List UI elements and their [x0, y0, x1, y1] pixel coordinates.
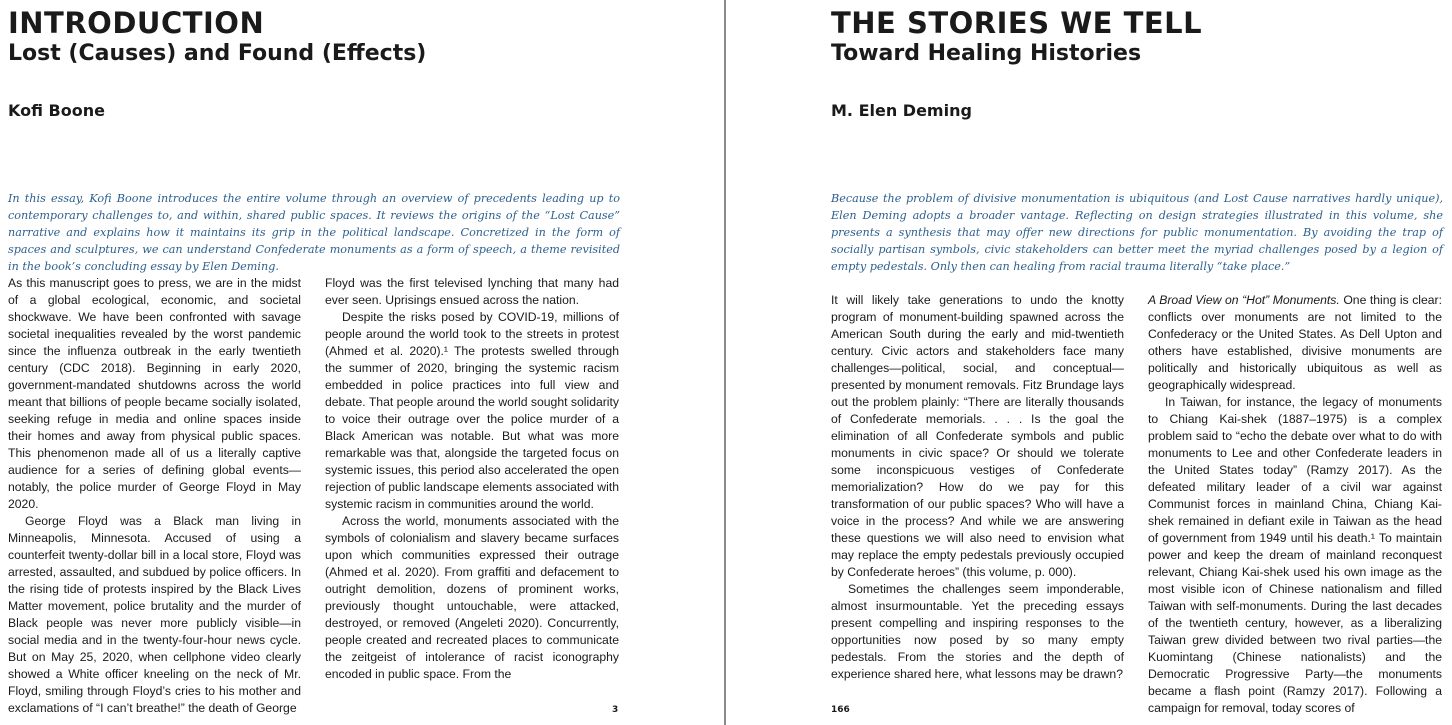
body-paragraph: Floyd was the first televised lynching that many had ever seen. Uprisings ensued across the nation.: [325, 276, 619, 307]
abstract: Because the problem of divisive monumentation is ubiquitous (and Lost Cause narratives hardly unique), Elen Deming adopts a broader vantage. Reflecting on design strategies illustrated in this volume, she presents a synthesis that may offer new directions for public monumentation. By avoiding the trap of socially partisan symbols, civic stakeholders can better meet the myriad challenges posed by a legion of empty pedestals. Only then can healing from racial trauma literally “take place.”: [831, 192, 1443, 273]
section-subtitle: Lost (Causes) and Found (Effects): [8, 41, 427, 66]
body-paragraph: It will likely take generations to undo the knotty program of monument-building spawned across the American South during the early and mid-twentieth century. Civic actors and stakeholders face many challenges—political, social, and conceptual—presented by monument removals. Fitz Brundage lays out the problem plainly: “There are literally thousands of Confederate memorials. . . . Is the goal the elimination of all Confederate symbols and public monuments in civic space? Or should we tolerate some inconspicuous vestiges of Confederate memorialization? How do we pay for this transformation of our public spaces? Who will have a voice in the process? And while we are answering these questions we will also need to envision what may replace the empty pedestals previously occupied by Confederate heroes” (this volume, p. 000).: [831, 293, 1124, 579]
section-title: THE STORIES WE TELL: [831, 6, 1203, 40]
body-paragraph: As this manuscript goes to press, we are in the midst of a global ecological, economic, and societal shockwave. We have been confronted with savage societal inequalities revealed by the worst pandemic since the influenza outbreak in the early twentieth century (CDC 2018). Beginning in early 2020, government-mandated shutdowns across the world meant that billions of people became socially isolated, seeking refuge in media and online spaces inside their homes and away from physical public spaces. This phenomenon made all of us a literally captive audience for a series of defining global events—notably, the police murder of George Floyd in May 2020.: [8, 276, 301, 511]
section-title: INTRODUCTION: [8, 6, 265, 40]
page-number: 3: [612, 705, 619, 715]
abstract: In this essay, Kofi Boone introduces the entire volume through an overview of precedents leading up to contemporary challenges to, and within, shared public spaces. It reviews the origins of the “Lost Cause” narrative and explains how it maintains its grip in the political landscape. Concretized in the form of spaces and sculptures, we can understand Confederate monuments as a form of speech, a theme revisited in the book’s concluding essay by Elen Deming.: [8, 192, 620, 273]
body-paragraph: Sometimes the challenges seem imponderable, almost insurmountable. Yet the preceding essays present compelling and inspiring responses to the opportunities now posed by so many empty pedestals. From the stories and the depth of experience shared here, what lessons may be drawn?: [831, 582, 1124, 681]
body-column-1: [831, 292, 1124, 683]
body-text: One thing is clear: conflicts over monuments are not limited to the Confederacy or the United States. As Dell Upton and others have established, divisive monuments are politically and historically ubiquitous as well as geographically widespread.: [1148, 293, 1442, 392]
author-name: Kofi Boone: [8, 101, 105, 120]
body-column-2: [325, 275, 619, 683]
body-paragraph: Across the world, monuments associated with the symbols of colonialism and slavery became surfaces upon which communities expressed their outrage (Ahmed et al. 2020). From graffiti and defacement to outright demolition, dozens of prominent works, previously thought untouchable, were attacked, destroyed, or removed (Angeleti 2020). Concurrently, people created and recreated places to communicate the zeitgeist of intolerance of racist iconography encoded in public space. From the: [325, 514, 619, 681]
body-paragraph: George Floyd was a Black man living in Minneapolis, Minnesota. Accused of using a counterfeit twenty-dollar bill in a local store, Floyd was arrested, assaulted, and subdued by police officers. In the rising tide of protests inspired by the Black Lives Matter movement, police brutality and the murder of Black people was never more publicly visible—in social media and in the twenty-four-hour news cycle. But on May 25, 2020, when cellphone video clearly showed a White officer kneeling on the neck of Mr. Floyd, smiling through Floyd’s cries to his mother and exclamations of “I can’t breathe!” the death of George: [8, 514, 301, 715]
body-column-1: [8, 275, 301, 717]
body-column-2: [1148, 292, 1442, 717]
section-subtitle: Toward Healing Histories: [831, 41, 1142, 66]
left-page: [0, 0, 724, 725]
right-page: [726, 0, 1452, 725]
body-paragraph: In Taiwan, for instance, the legacy of monuments to Chiang Kai-shek (1887–1975) is a complex problem said to “echo the debate over what to do with monuments to Lee and other Confederate leaders in the United States today” (Ramzy 2017). As the defeated military leader of a civil war against Communist forces in mainland China, Chiang Kai-shek remained in defiant exile in Taiwan as the head of government from 1949 until his death.¹ To maintain power and keep the dream of mainland reconquest relevant, Chiang Kai-shek used his own image as the most visible icon of Chinese nationalism and filled Taiwan with self-monuments. During the last decades of the twentieth century, however, as a liberalizing Taiwan grew divided between two rival parties—the Kuomintang (Chinese nationalists) and the Democratic Progressive Party—the monuments became a flash point (Ramzy 2017). Following a campaign for removal, today scores of: [1148, 395, 1442, 715]
author-name: M. Elen Deming: [831, 101, 972, 120]
body-paragraph: [1148, 292, 1442, 394]
page-number: 166: [831, 705, 850, 715]
body-paragraph: Despite the risks posed by COVID-19, millions of people around the world took to the streets in protest (Ahmed et al. 2020).¹ The protests swelled through the summer of 2020, bringing the systemic racism embedded in police practices into full view and debate. That people around the world sought solidarity to voice their outrage over the police murder of a Black American was notable. But what was more remarkable was that, alongside the targeted focus on systemic issues, this period also accelerated the open rejection of public landscape elements associated with systemic racism in communities around the world.: [325, 310, 619, 511]
run-in-subheading: A Broad View on “Hot” Monuments.: [1148, 293, 1340, 307]
